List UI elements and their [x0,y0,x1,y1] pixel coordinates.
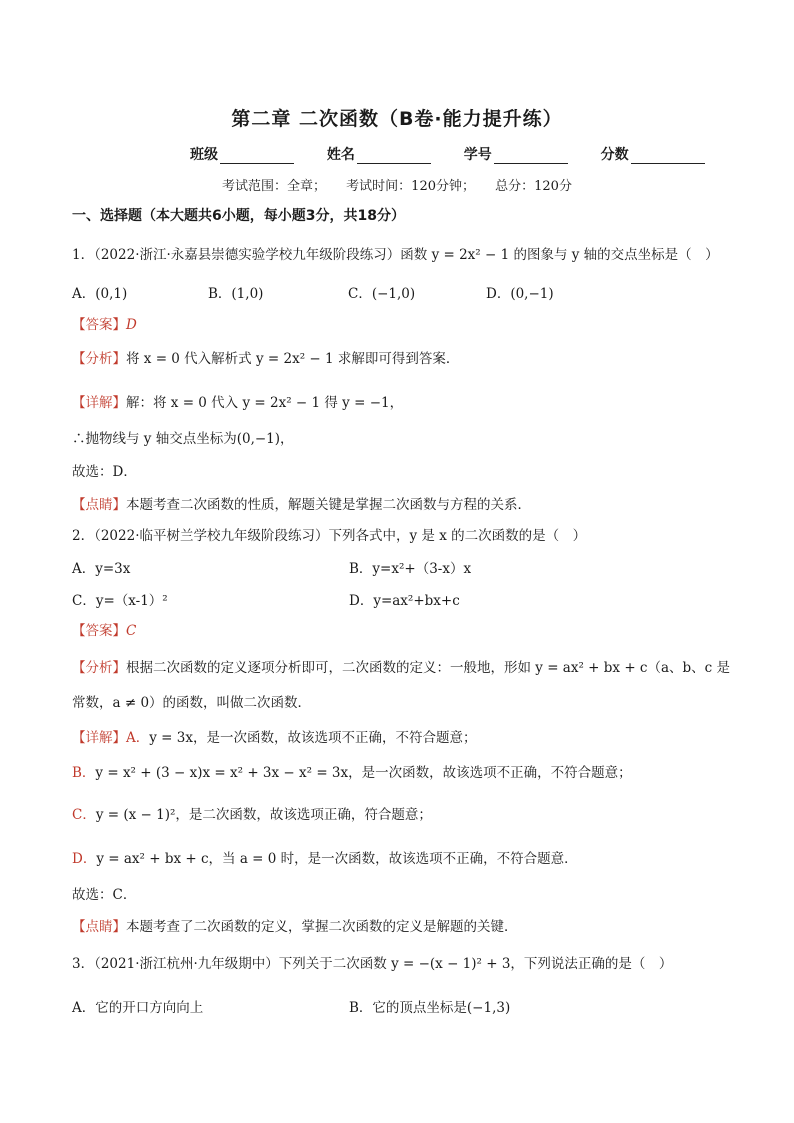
q2-detail-c: C．y = (x − 1)²，是二次函数，故该选项正确，符合题意； [72,807,432,823]
q1-option-d: D．(0,−1) [486,286,554,302]
q2-detail-b: B．y = x² + (3 − x)x = x² + 3x − x² = 3x，是一次函数，故该选项不正确，不符合题意； [72,765,632,781]
q1-answer: 【答案】D [72,317,137,333]
q2-stem: 2．（2022·临平树兰学校九年级阶段练习）下列各式中，y 是 x 的二次函数的是（ ） [72,528,587,544]
q1-comment: 【点睛】本题考查二次函数的性质，解题关键是掌握二次函数与方程的关系． [72,497,531,513]
exam-scope: 考试范围：全章； [222,179,327,194]
q2-option-d: D．y=ax²+bx+c [349,593,460,609]
page-title: 第二章 二次函数（B卷·能力提升练） [231,108,563,130]
q1-option-a: A．(0,1) [72,286,128,302]
student-info-row [190,144,733,164]
q2-choose: 故选：C． [72,887,137,903]
exam-total: 总分：120分 [495,179,572,194]
score-field[interactable]: 分数 [601,144,705,164]
q3-stem: 3．（2021·浙江杭州·九年级期中）下列关于二次函数 y = −(x − 1)² + 3，下列说法正确的是（ ） [72,956,673,972]
q1-choose: 故选：D． [72,464,137,480]
score-blank[interactable] [631,149,705,164]
q1-option-b: B．(1,0) [208,286,264,302]
q2-answer: 【答案】C [72,623,137,639]
q1-detail: 【详解】解：将 x = 0 代入 y = 2x² − 1 得 y = −1， [72,395,404,411]
q2-detail-d: D．y = ax² + bx + c，当 a = 0 时，是一次函数，故该选项不正确，不符合题意． [72,851,578,867]
q2-comment: 【点睛】本题考查了二次函数的定义，掌握二次函数的定义是解题的关键． [72,919,518,935]
q2-option-c: C．y=（x-1）² [72,593,168,609]
q1-stem: 1．（2022·浙江·永嘉县崇德实验学校九年级阶段练习）函数 y = 2x² − 1 的图象与 y 轴的交点坐标是（ ） [72,247,719,263]
id-blank[interactable] [494,149,568,164]
q1-analysis: 【分析】将 x = 0 代入解析式 y = 2x² − 1 求解即可得到答案． [72,351,460,367]
exam-time: 考试时间：120分钟； [346,179,475,194]
class-blank[interactable] [220,149,294,164]
class-field[interactable]: 班级 [190,144,294,164]
id-field[interactable]: 学号 [464,144,568,164]
q1-detail-2: ∴抛物线与 y 轴交点坐标为(0,−1)， [72,431,294,447]
exam-meta [0,175,794,194]
name-field[interactable]: 姓名 [327,144,431,164]
q2-detail-a: 【详解】A．y = 3x，是一次函数，故该选项不正确，不符合题意； [72,730,477,746]
name-blank[interactable] [357,149,431,164]
q3-option-a: A．它的开口方向向上 [72,1000,204,1016]
q3-option-b: B．它的顶点坐标是(−1,3) [349,1000,511,1016]
section-title: 一、选择题（本大题共6小题，每小题3分，共18分） [72,208,405,224]
q2-analysis: 【分析】根据二次函数的定义逐项分析即可，二次函数的定义：一般地，形如 y = ax² + bx + c（a、b、c 是 [72,660,731,676]
q1-option-c: C．(−1,0) [348,286,416,302]
q2-option-b: B．y=x²+（3-x）x [349,561,472,577]
q2-analysis-2: 常数，a ≠ 0）的函数，叫做二次函数． [72,695,312,711]
q2-option-a: A．y=3x [72,561,131,577]
